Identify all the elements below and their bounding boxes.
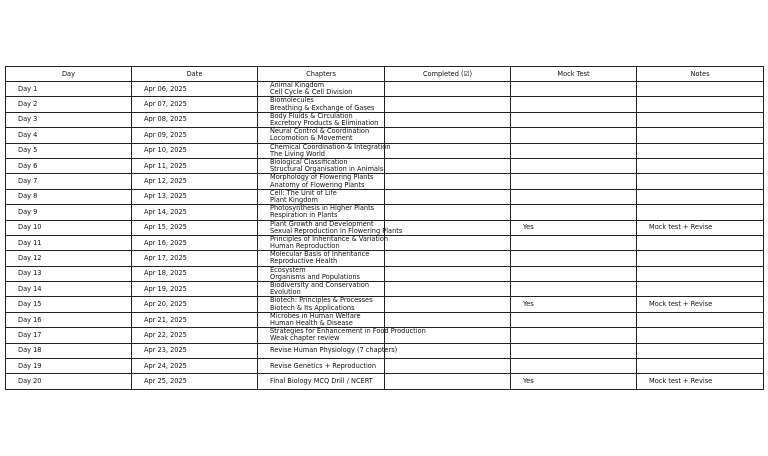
completed-cell[interactable] (385, 343, 511, 358)
day-cell: Day 1 (6, 82, 132, 97)
mock-test-cell (511, 343, 637, 358)
chapters-cell (258, 189, 385, 204)
completed-cell[interactable] (385, 189, 511, 204)
chapter-line: Respiration in Plants (270, 211, 338, 220)
notes-cell: Mock test + Revise (637, 220, 764, 235)
chapters-cell (258, 374, 385, 389)
chapter-line: Biological Classification (270, 157, 348, 166)
date-cell: Apr 09, 2025 (132, 128, 258, 143)
mock-test-cell (511, 97, 637, 112)
chapter-line: Anatomy of Flowering Plants (270, 180, 365, 189)
mock-test-cell (511, 128, 637, 143)
mock-test-cell (511, 328, 637, 343)
notes-cell (637, 128, 764, 143)
mock-test-cell (511, 82, 637, 97)
chapters-cell (258, 343, 398, 358)
day-cell: Day 6 (6, 158, 132, 173)
completed-cell[interactable] (385, 359, 511, 374)
header-date: Date (132, 67, 258, 82)
day-cell: Day 14 (6, 282, 132, 297)
day-cell: Day 13 (6, 266, 132, 281)
mock-test-cell: Yes (511, 220, 637, 235)
notes-cell: Mock test + Revise (637, 374, 764, 389)
day-cell: Day 20 (6, 374, 132, 389)
chapters-cell (258, 312, 385, 327)
mock-test-cell (511, 251, 637, 266)
day-cell: Day 16 (6, 312, 132, 327)
chapters-cell (258, 219, 403, 235)
date-cell: Apr 07, 2025 (132, 97, 258, 112)
date-cell: Apr 16, 2025 (132, 235, 258, 250)
mock-test-cell (511, 266, 637, 281)
mock-test-cell (511, 158, 637, 173)
notes-cell (637, 112, 764, 127)
table-row (6, 128, 764, 143)
completed-cell[interactable] (385, 205, 511, 220)
day-cell: Day 5 (6, 143, 132, 158)
header-day: Day (6, 67, 132, 82)
notes-cell: Mock test + Revise (637, 297, 764, 312)
date-cell: Apr 24, 2025 (132, 359, 258, 374)
completed-cell[interactable] (385, 312, 511, 327)
chapter-line: Human Health & Disease (270, 319, 353, 328)
mock-test-cell (511, 189, 637, 204)
mock-test-cell (511, 282, 637, 297)
chapter-line: Cell: The Unit of Life (270, 188, 337, 197)
table-row (6, 328, 764, 343)
day-cell: Day 7 (6, 174, 132, 189)
day-cell: Day 15 (6, 297, 132, 312)
chapter-line: Final Biology MCQ Drill / NCERT (270, 377, 373, 386)
chapter-line: Biotech: Principles & Processes (270, 296, 373, 305)
chapters-cell (258, 327, 426, 343)
notes-cell (637, 328, 764, 343)
chapter-line: Biodiversity and Conservation (270, 281, 370, 290)
notes-cell (637, 205, 764, 220)
chapter-line: Principles of Inheritance & Variation (270, 234, 389, 243)
chapter-line: Human Reproduction (270, 242, 340, 251)
chapters-cell (258, 82, 385, 97)
chapters-cell (258, 282, 385, 297)
chapters-cell (258, 158, 385, 173)
chapter-line: Ecosystem (270, 265, 306, 274)
chapter-line: Plant Growth and Development (270, 219, 374, 228)
header-chapters: Chapters (258, 67, 385, 82)
mock-test-cell (511, 205, 637, 220)
table-row (6, 359, 764, 374)
completed-cell[interactable] (385, 297, 511, 312)
table-row (6, 282, 764, 297)
completed-cell[interactable] (385, 158, 511, 173)
day-cell: Day 8 (6, 189, 132, 204)
study-plan-table (5, 66, 764, 390)
date-cell: Apr 21, 2025 (132, 312, 258, 327)
notes-cell (637, 174, 764, 189)
day-cell: Day 12 (6, 251, 132, 266)
day-cell: Day 10 (6, 220, 132, 235)
chapter-line: Reproductive Health (270, 257, 338, 266)
chapter-line: Structural Organisation in Animals (270, 165, 384, 174)
completed-cell[interactable] (385, 97, 511, 112)
day-cell: Day 18 (6, 343, 132, 358)
chapter-line: Animal Kingdom (270, 81, 325, 89)
chapters-cell (258, 266, 385, 281)
day-cell: Day 4 (6, 128, 132, 143)
mock-test-cell (511, 143, 637, 158)
table-row (6, 343, 764, 358)
chapters-cell (258, 174, 385, 189)
notes-cell (637, 82, 764, 97)
table-row (6, 235, 764, 250)
table-row (6, 251, 764, 266)
mock-test-cell (511, 312, 637, 327)
day-cell: Day 9 (6, 205, 132, 220)
day-cell: Day 17 (6, 328, 132, 343)
notes-cell (637, 143, 764, 158)
completed-cell[interactable] (385, 112, 511, 127)
chapters-cell (258, 234, 389, 251)
date-cell: Apr 22, 2025 (132, 328, 258, 343)
table-row (6, 174, 764, 189)
notes-cell (637, 97, 764, 112)
chapter-line: Excretory Products & Elimination (270, 118, 379, 127)
date-cell: Apr 13, 2025 (132, 189, 258, 204)
table-row (6, 112, 764, 127)
chapters-cell (258, 297, 385, 312)
mock-test-cell (511, 112, 637, 127)
day-cell: Day 2 (6, 97, 132, 112)
mock-test-cell: Yes (511, 297, 637, 312)
mock-test-cell (511, 174, 637, 189)
table-row (6, 220, 764, 235)
table-row (6, 297, 764, 312)
mock-test-cell: Yes (511, 374, 637, 389)
chapter-line: Morphology of Flowering Plants (270, 173, 374, 182)
chapters-cell (258, 142, 391, 158)
chapter-line: Revise Human Physiology (7 chapters) (270, 346, 398, 355)
chapter-line: Breathing & Exchange of Gases (270, 103, 375, 112)
chapters-cell (258, 359, 385, 374)
header-notes: Notes (637, 67, 764, 82)
header-completed: Completed (☑) (385, 67, 511, 82)
chapter-line: Strategies for Enhancement in Food Production (270, 327, 426, 336)
chapters-cell (258, 251, 385, 266)
table-row (6, 205, 764, 220)
day-cell: Day 3 (6, 112, 132, 127)
table-row (6, 82, 764, 97)
completed-cell[interactable] (385, 235, 511, 250)
header-mock-test: Mock Test (511, 67, 637, 82)
chapter-line: Organisms and Populations (270, 272, 360, 281)
chapter-line: The Living World (270, 149, 325, 158)
chapters-cell (258, 128, 385, 143)
mock-test-cell (511, 235, 637, 250)
date-cell: Apr 14, 2025 (132, 205, 258, 220)
notes-cell (637, 343, 764, 358)
date-cell: Apr 23, 2025 (132, 343, 258, 358)
notes-cell (637, 266, 764, 281)
notes-cell (637, 251, 764, 266)
chapter-line: Sexual Reproduction in Flowering Plants (270, 226, 403, 235)
date-cell: Apr 06, 2025 (132, 82, 258, 97)
table-row (6, 143, 764, 158)
chapter-line: Biomolecules (270, 96, 314, 105)
table-row (6, 374, 764, 389)
chapter-line: Revise Genetics + Reproduction (270, 361, 377, 370)
date-cell: Apr 25, 2025 (132, 374, 258, 389)
table-row (6, 97, 764, 112)
mock-test-cell (511, 359, 637, 374)
table-row (6, 266, 764, 281)
date-cell: Apr 11, 2025 (132, 158, 258, 173)
chapter-line: Locomotion & Movement (270, 134, 353, 143)
date-cell: Apr 10, 2025 (132, 143, 258, 158)
date-cell: Apr 15, 2025 (132, 220, 258, 235)
chapter-line: Photosynthesis in Higher Plants (270, 204, 375, 213)
chapter-line: Microbes in Human Welfare (270, 311, 361, 320)
chapter-line: Chemical Coordination & Integration (270, 142, 391, 151)
chapter-line: Cell Cycle & Cell Division (270, 88, 353, 97)
table-row (6, 312, 764, 327)
chapter-line: Neural Control & Coordination (270, 127, 370, 136)
chapter-line: Weak chapter review (270, 334, 340, 343)
date-cell: Apr 17, 2025 (132, 251, 258, 266)
chapters-cell (258, 112, 385, 127)
notes-cell (637, 282, 764, 297)
completed-cell[interactable] (385, 266, 511, 281)
chapters-cell (258, 205, 385, 220)
date-cell: Apr 08, 2025 (132, 112, 258, 127)
completed-cell[interactable] (385, 374, 511, 389)
date-cell: Apr 12, 2025 (132, 174, 258, 189)
table-row (6, 158, 764, 173)
chapter-line: Body Fluids & Circulation (270, 111, 353, 120)
completed-cell[interactable] (385, 82, 511, 97)
chapters-cell (258, 97, 385, 112)
date-cell: Apr 19, 2025 (132, 282, 258, 297)
notes-cell (637, 189, 764, 204)
notes-cell (637, 235, 764, 250)
completed-cell[interactable] (385, 282, 511, 297)
notes-cell (637, 312, 764, 327)
chapter-line: Plant Kingdom (270, 195, 318, 204)
notes-cell (637, 359, 764, 374)
chapter-line: Molecular Basis of Inheritance (270, 250, 370, 259)
date-cell: Apr 20, 2025 (132, 297, 258, 312)
completed-cell[interactable] (385, 174, 511, 189)
table-body (6, 82, 764, 390)
chapter-line: Evolution (270, 288, 301, 297)
completed-cell[interactable] (385, 220, 511, 235)
day-cell: Day 11 (6, 235, 132, 250)
header-row (6, 67, 764, 82)
completed-cell[interactable] (385, 128, 511, 143)
table-row (6, 189, 764, 204)
completed-cell[interactable] (385, 143, 511, 158)
day-cell: Day 19 (6, 359, 132, 374)
completed-cell[interactable] (385, 251, 511, 266)
chapter-line: Biotech & Its Applications (270, 303, 355, 312)
date-cell: Apr 18, 2025 (132, 266, 258, 281)
notes-cell (637, 158, 764, 173)
